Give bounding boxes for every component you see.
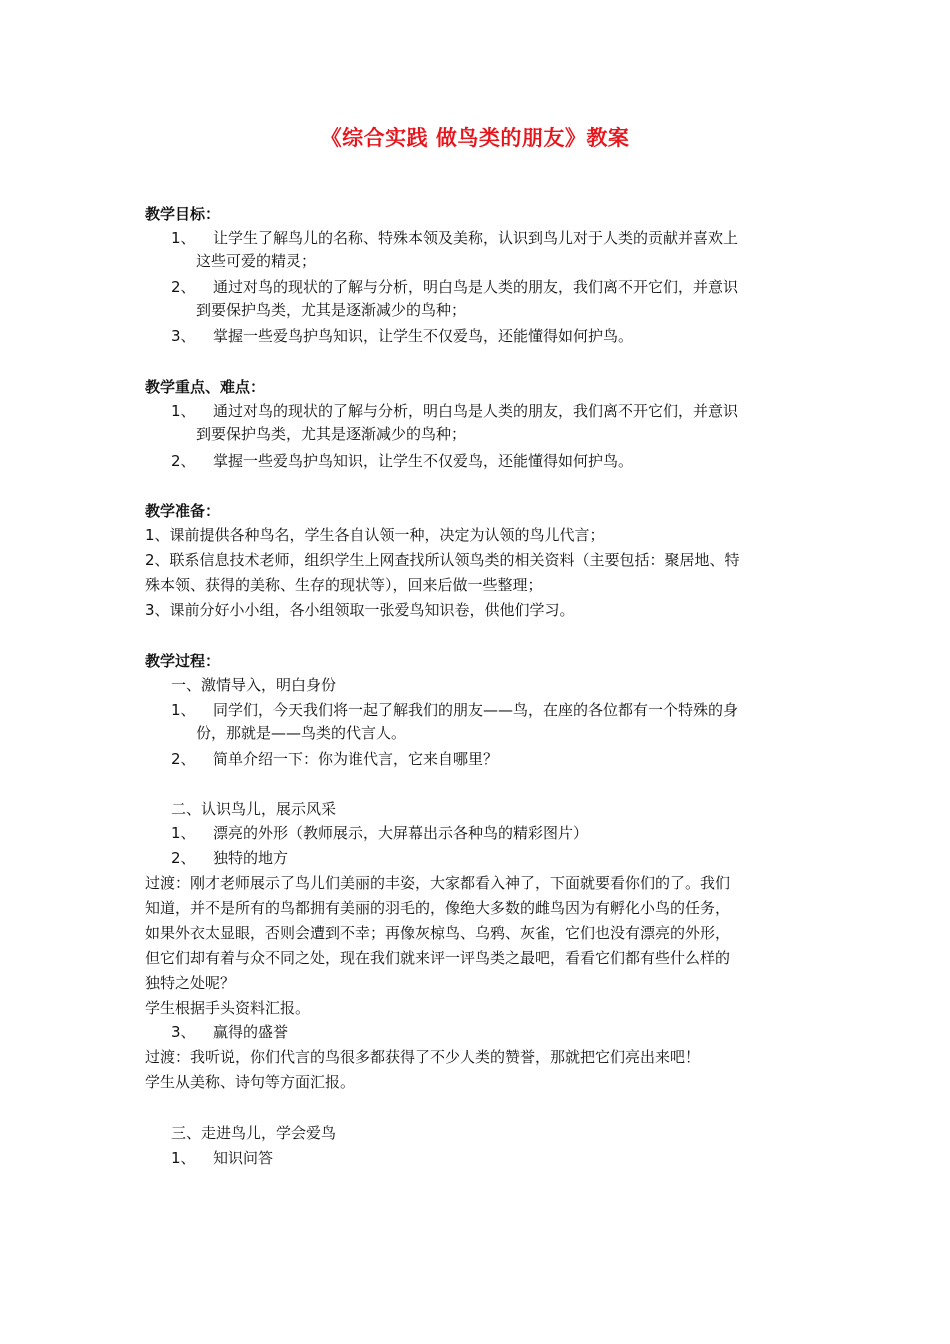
transition1-line-3: 如果外衣太显眼，否则会遭到不幸；再像灰椋鸟、乌鸦、灰雀，它们也没有漂亮的外形，	[145, 924, 731, 942]
preparation-heading: 教学准备：	[145, 502, 221, 520]
part1-item-2-line1	[171, 748, 498, 770]
goal-item-3-line1	[171, 325, 633, 347]
part2-item-3-text: 赢得的盛誉	[213, 1023, 289, 1041]
part3-item-1	[171, 1147, 273, 1169]
key-point-1-number: 1、	[171, 402, 196, 420]
transition1-line-4: 但它们却有着与众不同之处，现在我们就来评一评鸟类之最吧，看看它们都有些什么样的	[145, 949, 731, 967]
key-point-2-text: 掌握一些爱鸟护鸟知识，让学生不仅爱鸟，还能懂得如何护鸟。	[213, 452, 634, 470]
goal-item-2-line2: 到要保护鸟类，尤其是逐渐减少的鸟种；	[196, 301, 467, 319]
part2-item-1-text: 漂亮的外形（教师展示，大屏幕出示各种鸟的精彩图片）	[213, 824, 589, 842]
goal-item-2-text: 通过对鸟的现状的了解与分析，明白鸟是人类的朋友，我们离不开它们，并意识	[213, 278, 739, 296]
part2-item-3-number: 3、	[171, 1023, 196, 1041]
goal-item-1-number: 1、	[171, 229, 196, 247]
part1-title: 一、激情导入，明白身份	[171, 676, 337, 694]
goal-item-1-text: 让学生了解鸟儿的名称、特殊本领及美称，认识到鸟儿对于人类的贡献并喜欢上	[213, 229, 739, 247]
document-title: 《综合实践 做鸟类的朋友》教案	[320, 126, 630, 150]
preparation-line-4: 3、课前分好小小组，各小组领取一张爱鸟知识卷，供他们学习。	[145, 601, 575, 619]
preparation-line-1: 1、课前提供各种鸟名，学生各自认领一种，决定为认领的鸟儿代言；	[145, 526, 605, 544]
part3-item-1-number: 1、	[171, 1149, 196, 1167]
part2-item-1-number: 1、	[171, 824, 196, 842]
preparation-line-3: 殊本领、获得的美称、生存的现状等），回来后做一些整理；	[145, 576, 543, 594]
process-heading: 教学过程：	[145, 652, 221, 670]
report-line-1: 学生根据手头资料汇报。	[145, 999, 311, 1017]
report-line-2: 学生从美称、诗句等方面汇报。	[145, 1073, 356, 1091]
part2-item-2-text: 独特的地方	[213, 849, 289, 867]
goal-item-3-number: 3、	[171, 327, 196, 345]
part2-item-2	[171, 847, 288, 869]
goal-item-2-number: 2、	[171, 278, 196, 296]
part1-item-1-text: 同学们，今天我们将一起了解我们的朋友——鸟，在座的各位都有一个特殊的身	[213, 701, 739, 719]
transition1-line-5: 独特之处呢？	[145, 974, 236, 992]
key-points-heading: 教学重点、难点：	[145, 378, 266, 396]
key-point-1-line2: 到要保护鸟类，尤其是逐渐减少的鸟种；	[196, 425, 467, 443]
part3-title: 三、走进鸟儿，学会爱鸟	[171, 1124, 337, 1142]
part2-title: 二、认识鸟儿，展示风采	[171, 800, 337, 818]
goal-item-1-line2: 这些可爱的精灵；	[196, 252, 317, 270]
key-point-2-number: 2、	[171, 452, 196, 470]
key-point-1-text: 通过对鸟的现状的了解与分析，明白鸟是人类的朋友，我们离不开它们，并意识	[213, 402, 739, 420]
part2-item-3	[171, 1021, 288, 1043]
key-point-1-line1	[171, 400, 738, 422]
part2-item-2-number: 2、	[171, 849, 196, 867]
part1-item-2-number: 2、	[171, 750, 196, 768]
transition1-line-1: 过渡：刚才老师展示了鸟儿们美丽的丰姿，大家都看入神了，下面就要看你们的了。我们	[145, 874, 731, 892]
part1-item-1-line1	[171, 699, 738, 721]
preparation-line-2: 2、联系信息技术老师，组织学生上网查找所认领鸟类的相关资料（主要包括：聚居地、特	[145, 551, 740, 569]
key-point-2-line1	[171, 450, 633, 472]
goals-heading: 教学目标：	[145, 205, 221, 223]
part1-item-1-line2: 份，那就是——鸟类的代言人。	[196, 724, 407, 742]
transition2-line: 过渡：我听说，你们代言的鸟很多都获得了不少人类的赞誉，那就把它们亮出来吧！	[145, 1048, 701, 1066]
part2-item-1	[171, 822, 588, 844]
transition1-line-2: 知道，并不是所有的鸟都拥有美丽的羽毛的，像绝大多数的雌鸟因为有孵化小鸟的任务，	[145, 899, 731, 917]
goal-item-2-line1	[171, 276, 738, 298]
goal-item-3-text: 掌握一些爱鸟护鸟知识，让学生不仅爱鸟，还能懂得如何护鸟。	[213, 327, 634, 345]
part1-item-2-text: 简单介绍一下：你为谁代言，它来自哪里？	[213, 750, 499, 768]
goal-item-1-line1	[171, 227, 738, 249]
part3-item-1-text: 知识问答	[213, 1149, 274, 1167]
part1-item-1-number: 1、	[171, 701, 196, 719]
